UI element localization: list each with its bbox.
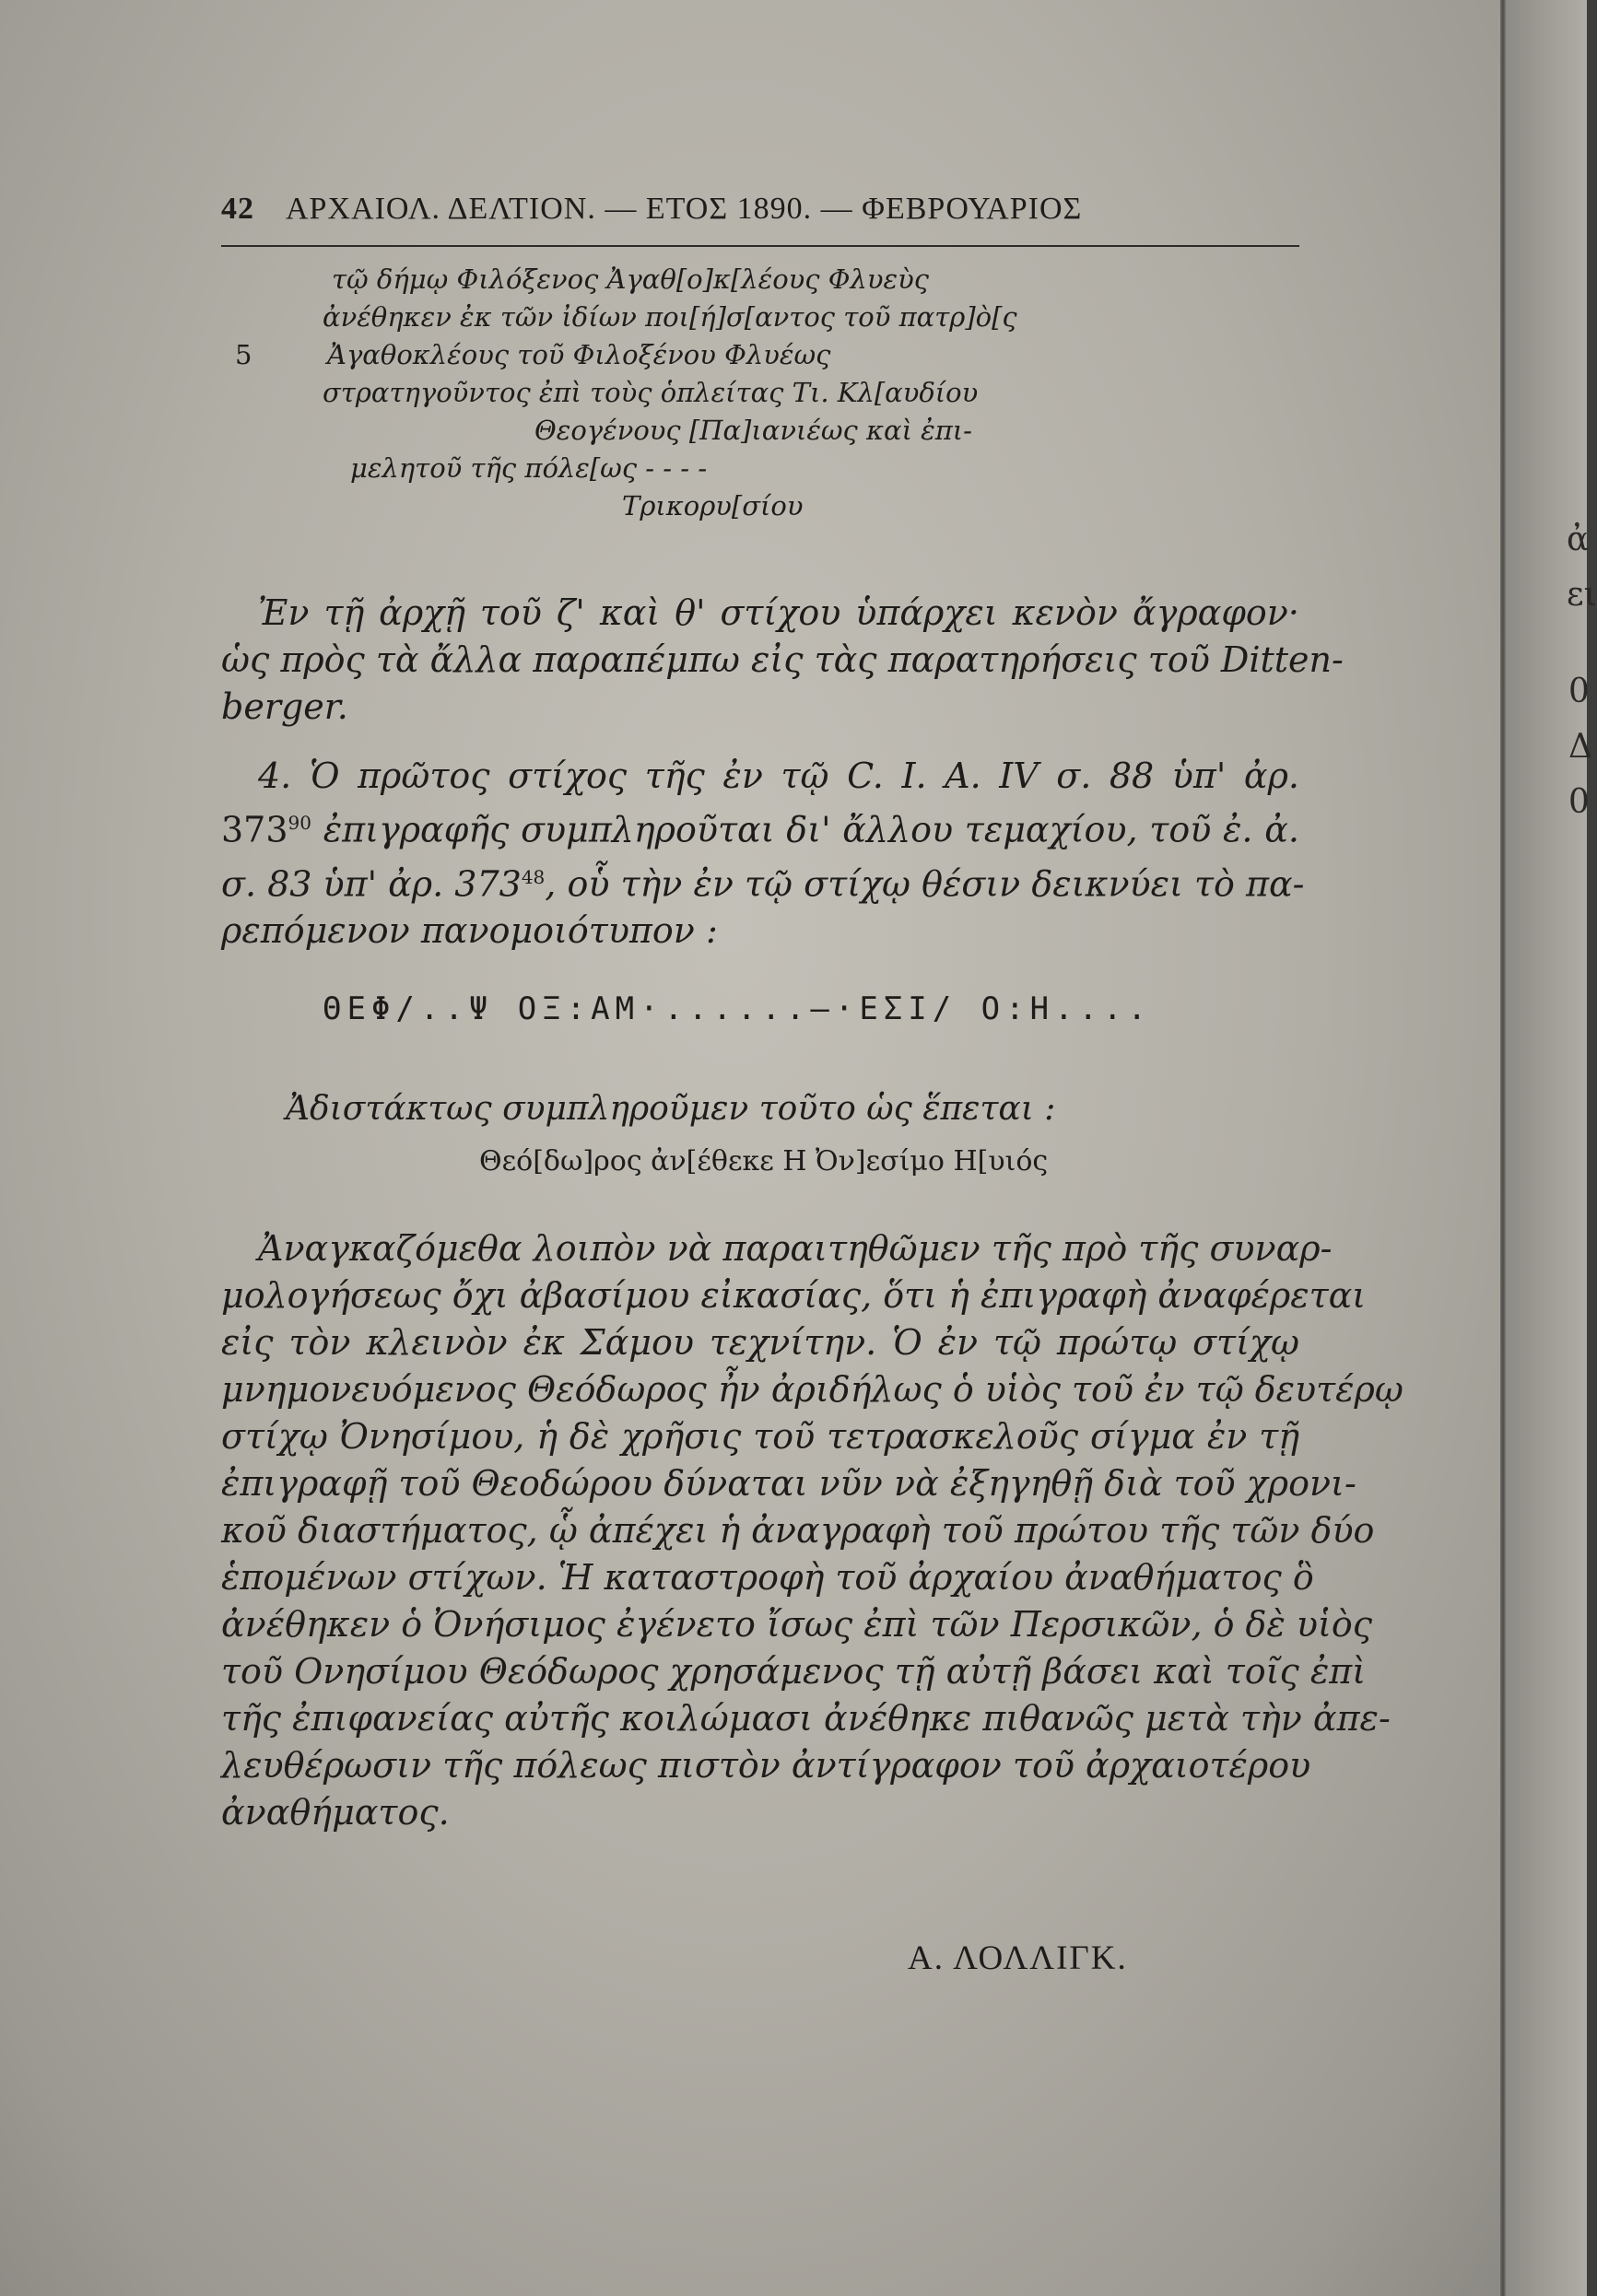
text-line: ἀναθήματος. (221, 1792, 450, 1833)
inscription-line: Θεογένους [Πα]ιανιέως καὶ ἐπι- (534, 415, 972, 446)
text-line: ἐπιγραφῇ τοῦ Θεοδώρου δύναται νῦν νὰ ἐξηγηθῇ διὰ τοῦ χρονι- (221, 1463, 1356, 1504)
text-line: τῆς ἐπιφανείας αὐτῆς κοιλώμασι ἀνέθηκε πιθανῶς μετὰ τὴν ἀπε- (221, 1698, 1391, 1739)
text-line: ὡς πρὸς τὰ ἄλλα παραπέμπω εἰς τὰς παρατηρήσεις τοῦ Ditten- (221, 639, 1344, 680)
page-number: 42 (221, 192, 254, 226)
text-line: ἑπομένων στίχων. Ἡ καταστροφὴ τοῦ ἀρχαίου ἀναθήματος ὃ (221, 1557, 1314, 1598)
edge-fragment: 0 (1568, 673, 1590, 710)
text-line: εἰς τὸν κλεινὸν ἐκ Σάμου τεχνίτην. Ὁ ἐν τῷ πρώτῳ στίχῳ (221, 1322, 1299, 1363)
inscription-line: στρατηγοῦντος ἐπὶ τοὺς ὁπλείτας Τι. Κλ[αυδίου (323, 377, 979, 408)
edge-fragment: ει (1567, 576, 1597, 614)
paragraph-cia-reference (221, 753, 1305, 955)
text-line: κοῦ διαστήματος, ᾧ ἀπέχει ἡ ἀναγραφὴ τοῦ πρώτου τῆς τῶν δύο (221, 1510, 1375, 1551)
inscription-facsimile: ΘΕΦ/..Ψ ΟΞ:ΑΜ·......–·ΕΣΙ/ Ο:Η.... (323, 990, 1152, 1027)
text-line: λευθέρωσιν τῆς πόλεως πιστὸν ἀντίγραφον τοῦ ἀρχαιοτέρου (221, 1745, 1311, 1786)
text-line: στίχῳ Ὀνησίμου, ἡ δὲ χρῆσις τοῦ τετρασκελοῦς σίγμα ἐν τῇ (221, 1416, 1299, 1457)
line-number: 5 (235, 339, 252, 370)
text-line: berger. (221, 686, 348, 727)
header-rule (221, 245, 1299, 247)
restoration-intro: Ἀδιστάκτως συμπληροῦμεν τοῦτο ὡς ἕπεται : (286, 1090, 1056, 1128)
inscription-line: μελητοῦ τῆς πόλε[ως - - - - (350, 452, 708, 484)
text-line: τοῦ Ονησίμου Θεόδωρος χρησάμενος τῇ αὐτῇ βάσει καὶ τοῖς ἐπὶ (221, 1651, 1367, 1692)
text-line: ρεπόμενον πανομοιότυπον : (221, 910, 718, 952)
paragraph-argument (221, 1225, 1403, 1836)
text-line: $373^{90}$ ἐπιγραφῆς συμπληροῦται δι' ἄλλου τεμαχίου, τοῦ ἐ. ἀ. (221, 809, 1299, 850)
text-line: Ἀναγκαζόμεθα λοιπὸν νὰ παραιτηθῶμεν τῆς πρὸ τῆς συναρ- (258, 1228, 1333, 1269)
text-line: μνημονευόμενος Θεόδωρος ἦν ἀριδήλως ὁ υἱὸς τοῦ ἐν τῷ δευτέρῳ (221, 1369, 1403, 1410)
inscription-text (235, 261, 1272, 525)
edge-fragment: Δ (1568, 728, 1592, 766)
text-line: σ. 83 ὑπ' ἀρ. $373^{48}$, οὗ τὴν ἐν τῷ στίχῳ θέσιν δεικνύει τὸ πα- (221, 863, 1305, 905)
text-line: ἀνέθηκεν ὁ Ὀνήσιμος ἐγένετο ἴσως ἐπὶ τῶν Περσικῶν, ὁ δὲ υἱὸς (221, 1604, 1373, 1645)
inscription-line: 5 Ἀγαθοκλέους τοῦ Φιλοξένου Φλυέως (258, 336, 1272, 374)
edge-fragment: ἀ (1567, 521, 1590, 558)
inscription-line: Τρικορυ[σίου (622, 490, 804, 521)
paragraph-dittenberger (221, 590, 1344, 731)
author-signature: Α. ΛΟΛΛΙΓΚ. (908, 1939, 1128, 1977)
text-line: Ἐν τῇ ἀρχῇ τοῦ ζ' καὶ θ' στίχου ὑπάρχει κενὸν ἄγραφον· (258, 592, 1299, 633)
text-line: μολογήσεως ὄχι ἀβασίμου εἰκασίας, ὅτι ἡ ἐπιγραφὴ ἀναφέρεται (221, 1275, 1367, 1316)
edge-fragment: 0 (1568, 783, 1590, 821)
running-header (221, 192, 1258, 227)
text-line: 4. Ὁ πρῶτος στίχος τῆς ἐν τῷ C. I. A. IV σ. 88 ὑπ' ἀρ. (258, 756, 1299, 796)
restored-inscription: Θεό[δω]ρος ἀν[έθεκε Η Ὀν]εσίμο Η[υιός (479, 1145, 1049, 1177)
running-title: ΑΡΧΑΙΟΛ. ΔΕΛΤΙΟΝ. — ΕΤΟΣ 1890. — ΦΕΒΡΟΥΑΡΙΟΣ (286, 192, 1083, 226)
inscription-line: τῷ δήμῳ Φιλόξενος Ἀγαθ[ο]κ[λέους Φλυεὺς (332, 264, 929, 295)
inscription-line: ἀνέθηκεν ἐκ τῶν ἰδίων ποι[ή]σ[αντος τοῦ πατρ]ὸ[ς (323, 301, 1017, 333)
right-page-edge (1506, 0, 1597, 2296)
